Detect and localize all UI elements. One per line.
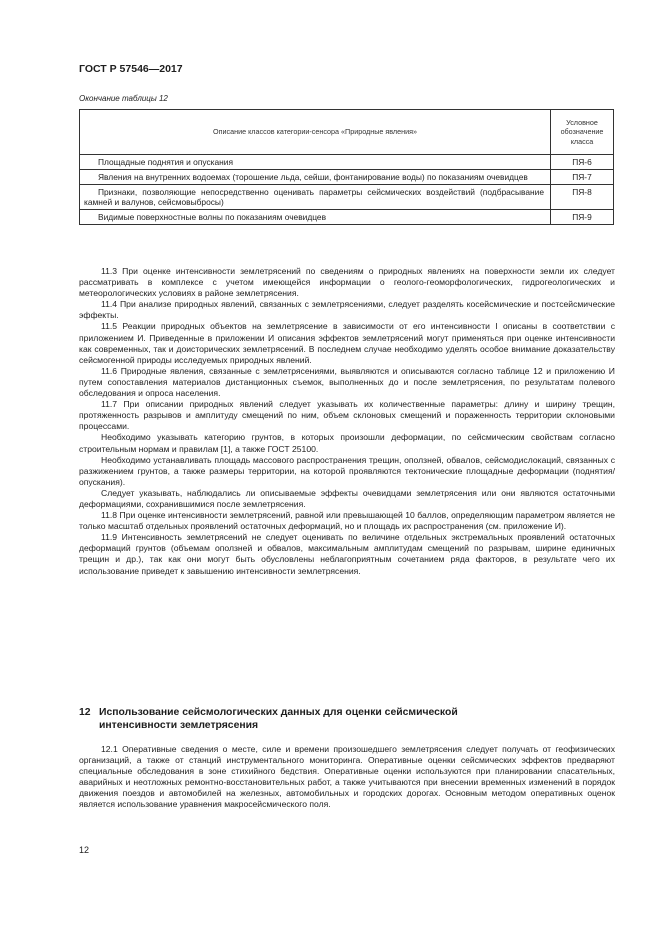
- row-description: [80, 155, 551, 170]
- row-description-text: Видимые поверхностные волны по показаниям очевидцев: [98, 212, 327, 222]
- section-12-body: [79, 744, 615, 811]
- paragraph-11-7: 11.7 При описании природных явлений следует указывать их количественные параметры: длину и ширину трещин, протяженность разрывов и амплитуду смещений по ним, объем склоновых смещений и пораженность территории склоновыми процессами.: [79, 399, 615, 432]
- row-description-text: Площадные поднятия и опускания: [98, 157, 233, 167]
- paragraph-11-6: 11.6 Природные явления, связанные с землетрясениями, выявляются и описываются согласно таблице 12 и приложению И путем сопоставления материалов дистанционных съемок, выполненных до и после землетрясения, по результатам полевого обследования и опроса населения.: [79, 365, 615, 399]
- row-description: [80, 170, 551, 185]
- paragraph-eyewitness: Следует указывать, наблюдались ли описываемые эффекты очевидцами землетрясения или они являются остаточными деформациями, сохранившимися после землетрясения.: [79, 487, 615, 509]
- table-row: [80, 210, 614, 225]
- row-code: ПЯ-8: [551, 185, 614, 210]
- table-caption: Окончание таблицы 12: [79, 94, 168, 103]
- section-title-line-1: [79, 706, 609, 719]
- row-description-text: Признаки, позволяющие непосредственно оценивать параметры сейсмических воздействий (подбрасывание камней и валунов, сейсмовыбросы): [84, 187, 544, 207]
- row-code: ПЯ-9: [551, 210, 614, 225]
- page-number: 12: [79, 845, 90, 855]
- row-code: ПЯ-6: [551, 155, 614, 170]
- paragraph-12-1: 12.1 Оперативные сведения о месте, силе и времени произошедшего землетрясения следует получать от геофизических организаций, а также от станций инструментального мониторинга. Оперативные оценки сейсмических эффектов предваряют специальные обследования в зоне стихийного бедствия. Оперативные оценки используются при планировании спасательных, аварийных и неотложных ремонтно-восстановительных работ, а также учитываются при внесении временных изменений в порядок движения поездов и автомобилей на железных, автомобильных и городских дорогах. Основным методом оперативных оценок является использование уравнения макросейсмического поля.: [79, 744, 615, 810]
- paragraph-11-3: 11.3 При оценке интенсивности землетрясений по сведениям о природных явлениях на поверхности земли их следует рассматривать в комплексе с учетом имеющейся информации о геолого-геоморфологических, гидрогеологических и метеорологических условиях в районе землетрясения.: [79, 266, 615, 299]
- paragraph-11-9: 11.9 Интенсивность землетрясений не следует оценивать по величине отдельных экстремальных проявлений остаточных деформаций грунтов (объемам оползней и обвалов, максимальным амплитудам смещений по разрывам, ширине единичных трещин и др.), так как они могут быть обусловлены неблагоприятным сочетанием ряда факторов, в результате чего их использование приведет к завышению интенсивности землетрясения.: [79, 532, 615, 576]
- table-row: [80, 170, 614, 185]
- row-code: ПЯ-7: [551, 170, 614, 185]
- paragraph-11-8: 11.8 При оценке интенсивности землетрясений, равной или превышающей 10 баллов, определяющим параметром является не только масштаб отдельных проявлений остаточных деформаций, но и площадь их распространения (см. приложение И).: [79, 510, 615, 532]
- table-row: [80, 185, 614, 210]
- paragraph-area-extent: Необходимо устанавливать площадь массового распространения трещин, оползней, обвалов, сейсмодислокаций, связанных с разжижением грунтов, а также размеры территории, на которой проявляются тектонические площадные деформации (поднятия/опускания).: [79, 454, 615, 487]
- table-header-row: [80, 110, 614, 155]
- standard-header: ГОСТ Р 57546—2017: [79, 63, 183, 75]
- section-title-text-1: Использование сейсмологических данных для оценки сейсмической: [99, 707, 458, 718]
- paragraph-11-4: 11.4 При анализе природных явлений, связанных с землетрясениями, следует разделять косейсмические и постсейсмические эффекты.: [79, 299, 615, 321]
- column-header-code: Условное обозначение класса: [551, 110, 614, 155]
- section-number: 12: [79, 707, 91, 718]
- section-12-title: [79, 706, 609, 732]
- paragraph-soil-category: Необходимо указывать категорию грунтов, в которых произошли деформации, по сейсмическим свойствам согласно строительным нормам и правилам [1], а также ГОСТ 25100.: [79, 432, 615, 454]
- row-description-text: Явления на внутренних водоемах (торошение льда, сейши, фонтанирование воды) по показаниям очевидцев: [98, 172, 528, 182]
- section-11-body: [79, 266, 615, 577]
- section-title-text-2: интенсивности землетрясения: [99, 720, 259, 731]
- table-row: [80, 155, 614, 170]
- classes-table: [79, 109, 614, 225]
- column-header-description: Описание классов категории-сенсора «Природные явления»: [80, 110, 551, 155]
- row-description: [80, 185, 551, 210]
- paragraph-11-5: 11.5 Реакции природных объектов на землетрясение в зависимости от его интенсивности I описаны в соответствии с приложением И. Приведенные в приложении И описания эффектов землетрясений могут применяться при оценке интенсивности как современных, так и доисторических землетрясений. В последнем случае необходимо уделять особое внимание доказательству сейсмогенной природы исследуемых природных явлений.: [79, 321, 615, 365]
- row-description: [80, 210, 551, 225]
